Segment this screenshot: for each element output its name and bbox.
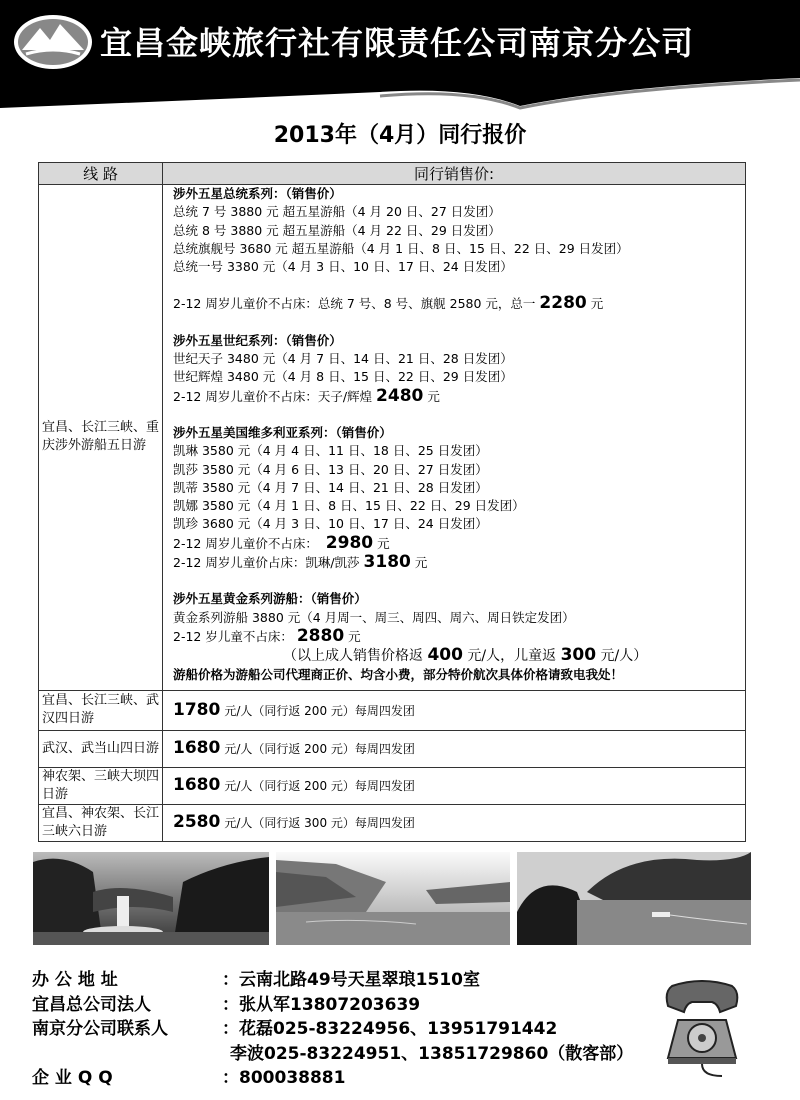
qq-value: ：800038881 [222, 1068, 346, 1088]
route-price: 2580 [173, 812, 221, 833]
address-value: ：云南北路49号天星翠琅1510室 [222, 970, 480, 990]
table-header-row [39, 163, 746, 185]
child-price-text: 2-12 周岁儿童价不占床：总统 7 号、8 号、旗舰 2580 元，总一 [173, 296, 536, 312]
route-cell: 宜昌、长江三峡、武汉四日游 [39, 690, 163, 730]
child-price: 2980 [325, 532, 374, 553]
address-label: 办 公 地 址 [32, 970, 118, 990]
table-row [39, 767, 746, 804]
qq-label: 企 业 Q Q [32, 1068, 113, 1088]
telephone-icon [662, 980, 742, 1080]
river-gorge-photo [276, 852, 510, 945]
child-price: 2880 [296, 625, 345, 646]
child-price-text: 2-12 周岁儿童价不占床：天子/辉煌 [173, 388, 373, 404]
section-title: 涉外五星总统系列：（销售价） [173, 186, 342, 201]
child-price-unit: 元 [590, 296, 604, 312]
list-item: 世纪天子 3480 元（4 月 7 日、14 日、21 日、28 日发团） [173, 351, 513, 367]
price-table [38, 162, 746, 842]
rebate-text: 元/人） [600, 648, 648, 665]
child-price-unit: 元 [427, 388, 440, 404]
child-price: 3180 [363, 552, 411, 573]
company-name: 宜昌金峡旅行社有限责任公司南京分公司 [100, 24, 695, 62]
legal-value: ：张从军13807203639 [222, 994, 421, 1015]
list-item: 总统一号 3380 元（4 月 3 日、10 日、17 日、24 日发团） [173, 259, 513, 275]
route-price: 1680 [173, 775, 221, 796]
contact-row [32, 1017, 633, 1042]
list-item: 总统旗舰号 3680 元 超五星游船（4 月 1 日、8 日、15 日、22 日、29 日发团） [173, 240, 629, 256]
price-detail-cell [163, 730, 746, 767]
child-price-line [173, 534, 745, 553]
route-detail: 元/人（同行返 200 元）每周四发团 [224, 779, 415, 794]
rebate-child: 300 [560, 645, 597, 666]
column-header-price: 同行销售价: [163, 163, 746, 185]
price-detail-cell [163, 767, 746, 804]
child-price-unit: 元 [377, 535, 390, 551]
route-price: 1680 [173, 738, 221, 759]
list-item: 凯琳 3580 元（4 月 4 日、11 日、18 日、25 日发团） [173, 443, 488, 459]
legal-label: 宜昌总公司法人 [32, 994, 151, 1015]
child-price-unit: 元 [348, 628, 361, 644]
route-cell: 宜昌、神农架、长江三峡六日游 [39, 804, 163, 841]
section-title: 涉外五星黄金系列游船：（销售价） [173, 591, 367, 607]
address-row [32, 968, 633, 993]
price-detail-cell [163, 804, 746, 841]
route-cell: 神农架、三峡大坝四日游 [39, 767, 163, 804]
qq-row [32, 1066, 633, 1091]
river-boat-photo [517, 852, 751, 945]
price-detail-cell [163, 690, 746, 730]
child-price-text: 2-12 岁儿童不占床： [173, 628, 293, 644]
rebate-adult: 400 [427, 645, 463, 666]
route-cell: 宜昌、长江三峡、重庆涉外游船五日游 [39, 185, 163, 691]
rebate-line [173, 646, 745, 665]
price-detail-cell [163, 185, 746, 691]
list-item: 总统 7 号 3880 元 超五星游船（4 月 20 日、27 日发团） [173, 204, 501, 220]
list-item: 世纪辉煌 3480 元（4 月 8 日、15 日、22 日、29 日发团） [173, 369, 513, 385]
child-price: 2280 [539, 293, 587, 314]
table-row [39, 804, 746, 841]
list-item: 凯蒂 3580 元（4 月 7 日、14 日、21 日、28 日发团） [173, 479, 488, 495]
legal-row [32, 993, 633, 1018]
price-note: 游船价格为游船公司代理商正价、均含小费，部分特价航次具体价格请致电我处！ [173, 666, 624, 682]
contact-block [32, 968, 633, 1091]
page-title: 2013年（4月）同行报价 [273, 123, 527, 148]
route-cell: 武汉、武当山四日游 [39, 730, 163, 767]
child-price-line [173, 387, 745, 406]
child-price-text: 2-12 周岁儿童价占床：凯琳/凯莎 [173, 555, 360, 571]
rebate-text: （以上成人销售价格返 [283, 648, 423, 665]
waterfall-photo [33, 852, 269, 945]
header-banner [0, 0, 800, 110]
table-row [39, 730, 746, 767]
route-detail: 元/人（同行返 200 元）每周四发团 [224, 703, 415, 718]
child-price-line [173, 627, 745, 646]
child-price-line-bed [173, 553, 745, 572]
contact-value-2: 李波025-83224951、13851729860（散客部） [230, 1043, 634, 1064]
contact-row-2 [32, 1042, 633, 1067]
section-title: 涉外五星世纪系列：（销售价） [173, 332, 342, 348]
child-price: 2480 [376, 385, 424, 406]
list-item: 黄金系列游船 3880 元（4 月周一、周三、周四、周六、周日铁定发团） [173, 609, 575, 625]
list-item: 凯珍 3680 元（4 月 3 日、10 日、17 日、24 日发团） [173, 516, 488, 532]
list-item: 总统 8 号 3880 元 超五星游船（4 月 22 日、29 日发团） [173, 222, 501, 238]
rebate-text: 元/人，儿童返 [467, 648, 557, 665]
child-price-unit: 元 [414, 555, 428, 571]
section-title: 涉外五星美国维多利亚系列：（销售价） [173, 424, 392, 440]
list-item: 凯娜 3580 元（4 月 1 日、8 日、15 日、22 日、29 日发团） [173, 498, 525, 514]
list-item: 凯莎 3580 元（4 月 6 日、13 日、20 日、27 日发团） [173, 461, 488, 477]
route-detail: 元/人（同行返 200 元）每周四发团 [224, 742, 415, 757]
table-row [39, 690, 746, 730]
table-row-main [39, 185, 746, 691]
contact-label: 南京分公司联系人 [32, 1019, 168, 1039]
child-price-text: 2-12 周岁儿童价不占床： [173, 535, 318, 551]
contact-value-1: ：花磊025-83224956、13951791442 [222, 1019, 558, 1039]
child-price-line [173, 294, 745, 313]
route-detail: 元/人（同行返 300 元）每周四发团 [224, 816, 415, 831]
column-header-route: 线 路 [39, 163, 163, 185]
route-price: 1780 [173, 699, 221, 720]
